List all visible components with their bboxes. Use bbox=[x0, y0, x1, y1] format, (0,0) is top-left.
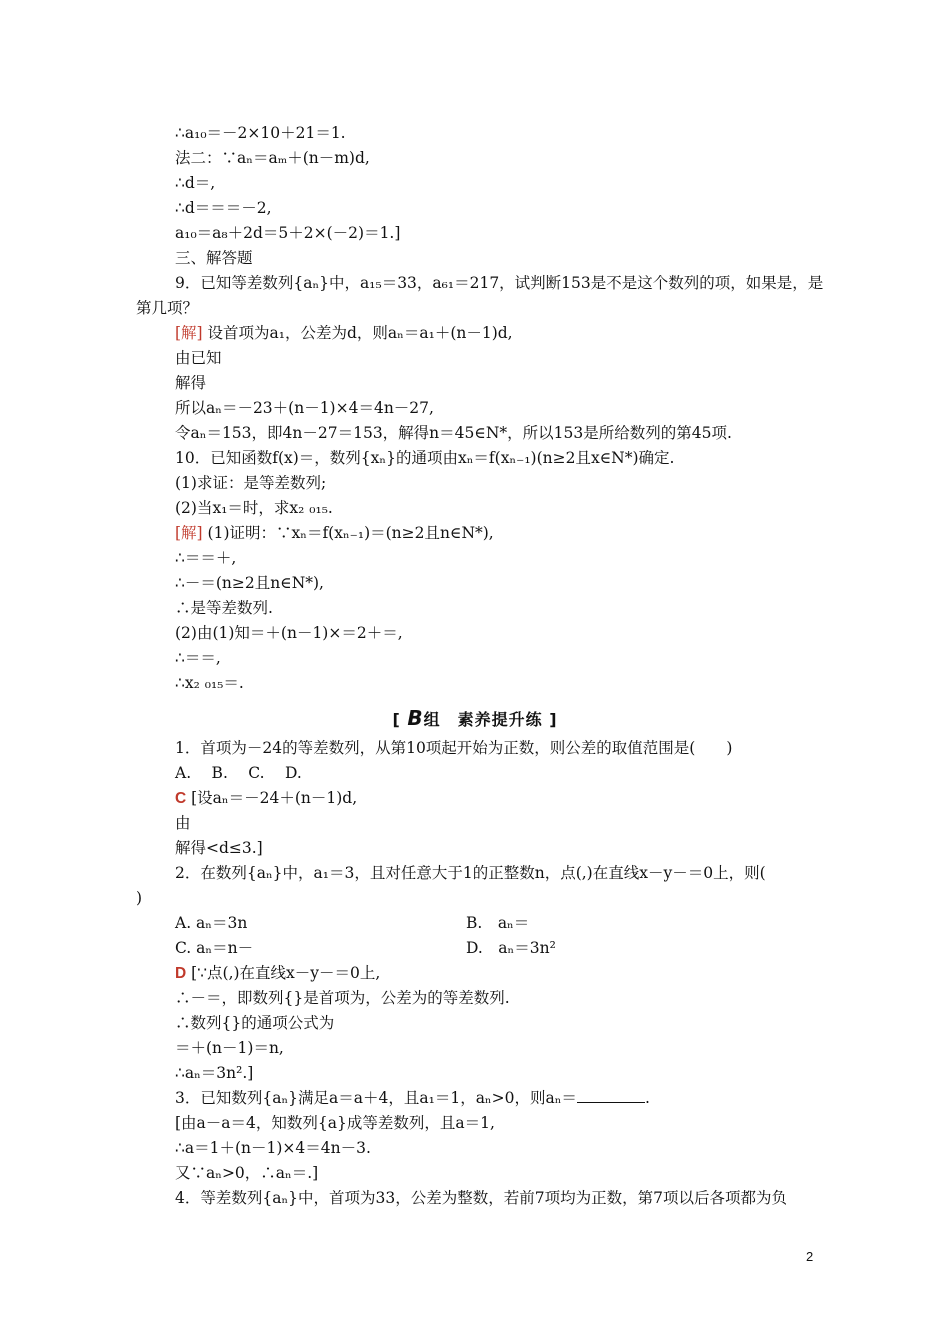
answer-blank bbox=[577, 1088, 645, 1103]
question-10-part1: (1)求证：是等差数列; bbox=[175, 474, 327, 492]
text-line-m17: ∴a＝1＋(n－1)×4＝4n－3. bbox=[175, 1139, 371, 1157]
answer-b2 bbox=[175, 962, 380, 985]
text-line-m11: ∴－＝，即数列{}是首项为，公差为的等差数列. bbox=[175, 989, 510, 1007]
solution-text: 设首项为a₁，公差为d，则aₙ＝a₁＋(n－1)d, bbox=[202, 324, 513, 342]
question-b3-tail: . bbox=[644, 1089, 650, 1107]
question-10: 10．已知函数f(x)＝，数列{xₙ}的通项由xₙ＝f(xₙ₋₁)(n≥2且x∈N*)确定. bbox=[175, 449, 675, 467]
option-a: A. aₙ＝3n bbox=[175, 914, 248, 932]
text-line-m12: ∴数列{}的通项公式为 bbox=[175, 1014, 335, 1032]
bracket-left: [ bbox=[392, 710, 401, 729]
text-line-13: 令aₙ＝153，即4n－27＝153，解得n＝45∈N*，所以153是所给数列的第45项. bbox=[175, 424, 732, 442]
question-b2-cont: ) bbox=[136, 889, 143, 907]
option-c: C. aₙ＝n－ bbox=[175, 939, 254, 957]
question-b2: 2．在数列{aₙ}中，a₁＝3，且对任意大于1的正整数n，点(,)在直线x－y－＝0上，则( bbox=[175, 864, 766, 882]
question-b1: 1．首项为－24的等差数列，从第10项起开始为正数，则公差的取值范围是( ) bbox=[175, 739, 733, 757]
question-b4: 4．等差数列{aₙ}中，首项为33，公差为整数，若前7项均为正数，第7项以后各项都为负 bbox=[175, 1189, 787, 1207]
page-number: 2 bbox=[806, 1249, 814, 1264]
text-line-4: ∴d＝＝＝－2, bbox=[175, 199, 272, 217]
answer-text: [设aₙ＝－24＋(n－1)d, bbox=[186, 789, 358, 807]
section-label: 组 素养提升练 bbox=[423, 710, 543, 729]
solution-text: (1)证明：∵xₙ＝f(xₙ₋₁)＝(n≥2且n∈N*), bbox=[202, 524, 494, 542]
solution-label: [解] bbox=[175, 324, 203, 342]
text-line-2: 法二：∵aₙ＝aₘ＋(n－m)d, bbox=[175, 149, 370, 167]
answer-letter: D bbox=[175, 965, 187, 982]
text-line-10: 由已知 bbox=[175, 349, 222, 367]
text-line-11: 解得 bbox=[175, 374, 207, 392]
text-line-m16: [由a－a＝4，知数列{a}成等差数列，且a＝1, bbox=[175, 1114, 495, 1132]
text-line-m4: 由 bbox=[175, 814, 191, 832]
question-b3-text: 3．已知数列{aₙ}满足a＝a＋4，且a₁＝1，aₙ>0，则aₙ＝ bbox=[175, 1089, 577, 1107]
solution-9-start bbox=[175, 322, 513, 344]
solution-10-start bbox=[175, 522, 494, 544]
text-line-m18: 又∵aₙ>0，∴aₙ＝.] bbox=[175, 1164, 319, 1182]
text-line-m14: ∴aₙ＝3n².] bbox=[175, 1064, 254, 1082]
section-b-title bbox=[0, 706, 950, 730]
section-heading-answers: 三、解答题 bbox=[175, 249, 253, 267]
text-line-12: 所以aₙ＝－23＋(n－1)×4＝4n－27, bbox=[175, 399, 434, 417]
text-line-20: ∴是等差数列. bbox=[175, 599, 273, 617]
answer-b1 bbox=[175, 787, 357, 810]
text-line-21: (2)由(1)知＝＋(n－1)×＝2＋＝, bbox=[175, 624, 403, 642]
solution-label: [解] bbox=[175, 524, 203, 542]
answer-text: [∵点(,)在直线x－y－＝0上, bbox=[186, 964, 381, 982]
text-line-5: a₁₀＝a₈＋2d＝5＋2×(－2)＝1.] bbox=[175, 224, 401, 242]
bracket-right: ] bbox=[549, 710, 558, 729]
section-letter: B bbox=[407, 706, 424, 730]
text-line-m13: ＝＋(n－1)＝n, bbox=[175, 1039, 284, 1057]
question-9: 9．已知等差数列{aₙ}中，a₁₅＝33，a₆₁＝217，试判断153是不是这个数列的项，如果是，是 bbox=[175, 274, 824, 292]
answer-letter: C bbox=[175, 790, 187, 807]
text-line-3: ∴d＝, bbox=[175, 174, 216, 192]
question-b3 bbox=[175, 1087, 650, 1109]
text-line-1: ∴a₁₀＝－2×10＋21＝1. bbox=[175, 124, 346, 142]
text-line-m5: 解得<d≤3.] bbox=[175, 839, 263, 857]
text-line-19: ∴－＝(n≥2且n∈N*), bbox=[175, 574, 324, 592]
option-d: D. aₙ＝3n² bbox=[466, 939, 556, 957]
text-line-22: ∴＝＝, bbox=[175, 649, 221, 667]
question-10-part2: (2)当x₁＝时，求x₂ ₀₁₅. bbox=[175, 499, 333, 517]
option-b: B. aₙ＝ bbox=[466, 914, 530, 932]
question-9-cont: 第几项？ bbox=[136, 299, 199, 317]
text-line-18: ∴＝＝＋, bbox=[175, 549, 237, 567]
text-line-23: ∴x₂ ₀₁₅＝. bbox=[175, 674, 244, 692]
question-b1-options: A. B. C. D. bbox=[175, 764, 302, 782]
